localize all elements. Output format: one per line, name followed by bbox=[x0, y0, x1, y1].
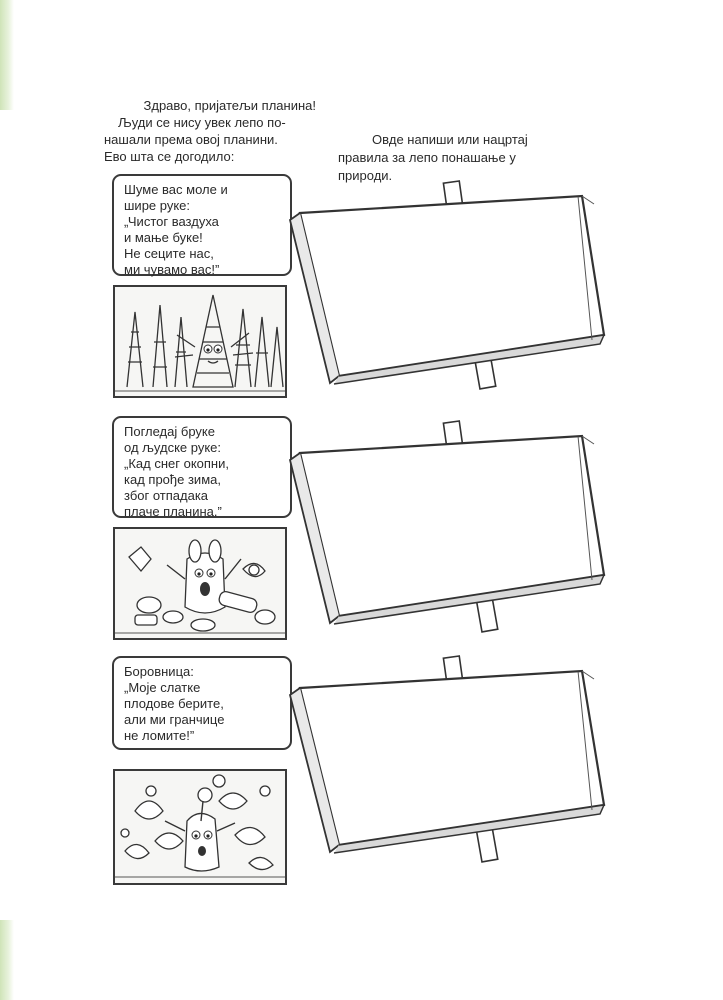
instruction-line: правила за лепо понашање у bbox=[338, 150, 516, 165]
instruction-text bbox=[338, 131, 572, 185]
bubble-line: ми чувамо вас!” bbox=[124, 262, 220, 277]
bubble-line: „Чистог ваздуха bbox=[124, 214, 219, 229]
bubble-line: и мање буке! bbox=[124, 230, 203, 245]
panel-litter-illustration bbox=[113, 527, 287, 640]
panel-forest-illustration bbox=[113, 285, 287, 398]
instruction-line: Овде напиши или нацртај bbox=[372, 132, 528, 147]
wooden-sign-1[interactable] bbox=[282, 180, 612, 408]
litter-character-illustration bbox=[115, 529, 285, 638]
bubble-line: „Моје слатке bbox=[124, 680, 201, 695]
bubble-line: „Кад снег окопни, bbox=[124, 456, 229, 471]
bubble-line: кад прође зима, bbox=[124, 472, 221, 487]
wooden-sign-3[interactable] bbox=[282, 655, 612, 875]
page-edge-tint-top bbox=[0, 0, 14, 110]
bubble-line: не ломите!” bbox=[124, 728, 195, 743]
bubble-line: али ми гранчице bbox=[124, 712, 225, 727]
speech-bubble-forest bbox=[112, 174, 292, 276]
intro-line: Здраво, пријатељи планина! bbox=[143, 98, 316, 113]
intro-text bbox=[104, 97, 316, 165]
speech-bubble-litter bbox=[112, 416, 292, 518]
bubble-line: због отпадака bbox=[124, 488, 209, 503]
bubble-line: Погледај бруке bbox=[124, 424, 215, 439]
intro-line: нашали према овој планини. bbox=[104, 132, 278, 147]
panel-blueberry-illustration bbox=[113, 769, 287, 885]
bubble-line: Шуме вас моле и bbox=[124, 182, 228, 197]
bubble-line: Боровница: bbox=[124, 664, 194, 679]
bubble-line: плодове берите, bbox=[124, 696, 224, 711]
bubble-line: плаче планина.” bbox=[124, 504, 222, 519]
speech-bubble-blueberry bbox=[112, 656, 292, 750]
wooden-sign-2[interactable] bbox=[282, 420, 612, 648]
intro-line: Ево шта се догодило: bbox=[104, 149, 235, 164]
blueberry-character-illustration bbox=[115, 771, 285, 883]
bubble-line: Не сеците нас, bbox=[124, 246, 214, 261]
bubble-line: од људске руке: bbox=[124, 440, 222, 455]
forest-character-illustration bbox=[115, 287, 285, 396]
bubble-line: шире руке: bbox=[124, 198, 191, 213]
instruction-line: природи. bbox=[338, 168, 393, 183]
intro-line: Људи се нису увек лепо по- bbox=[118, 115, 286, 130]
page-edge-tint-bottom bbox=[0, 920, 14, 1000]
